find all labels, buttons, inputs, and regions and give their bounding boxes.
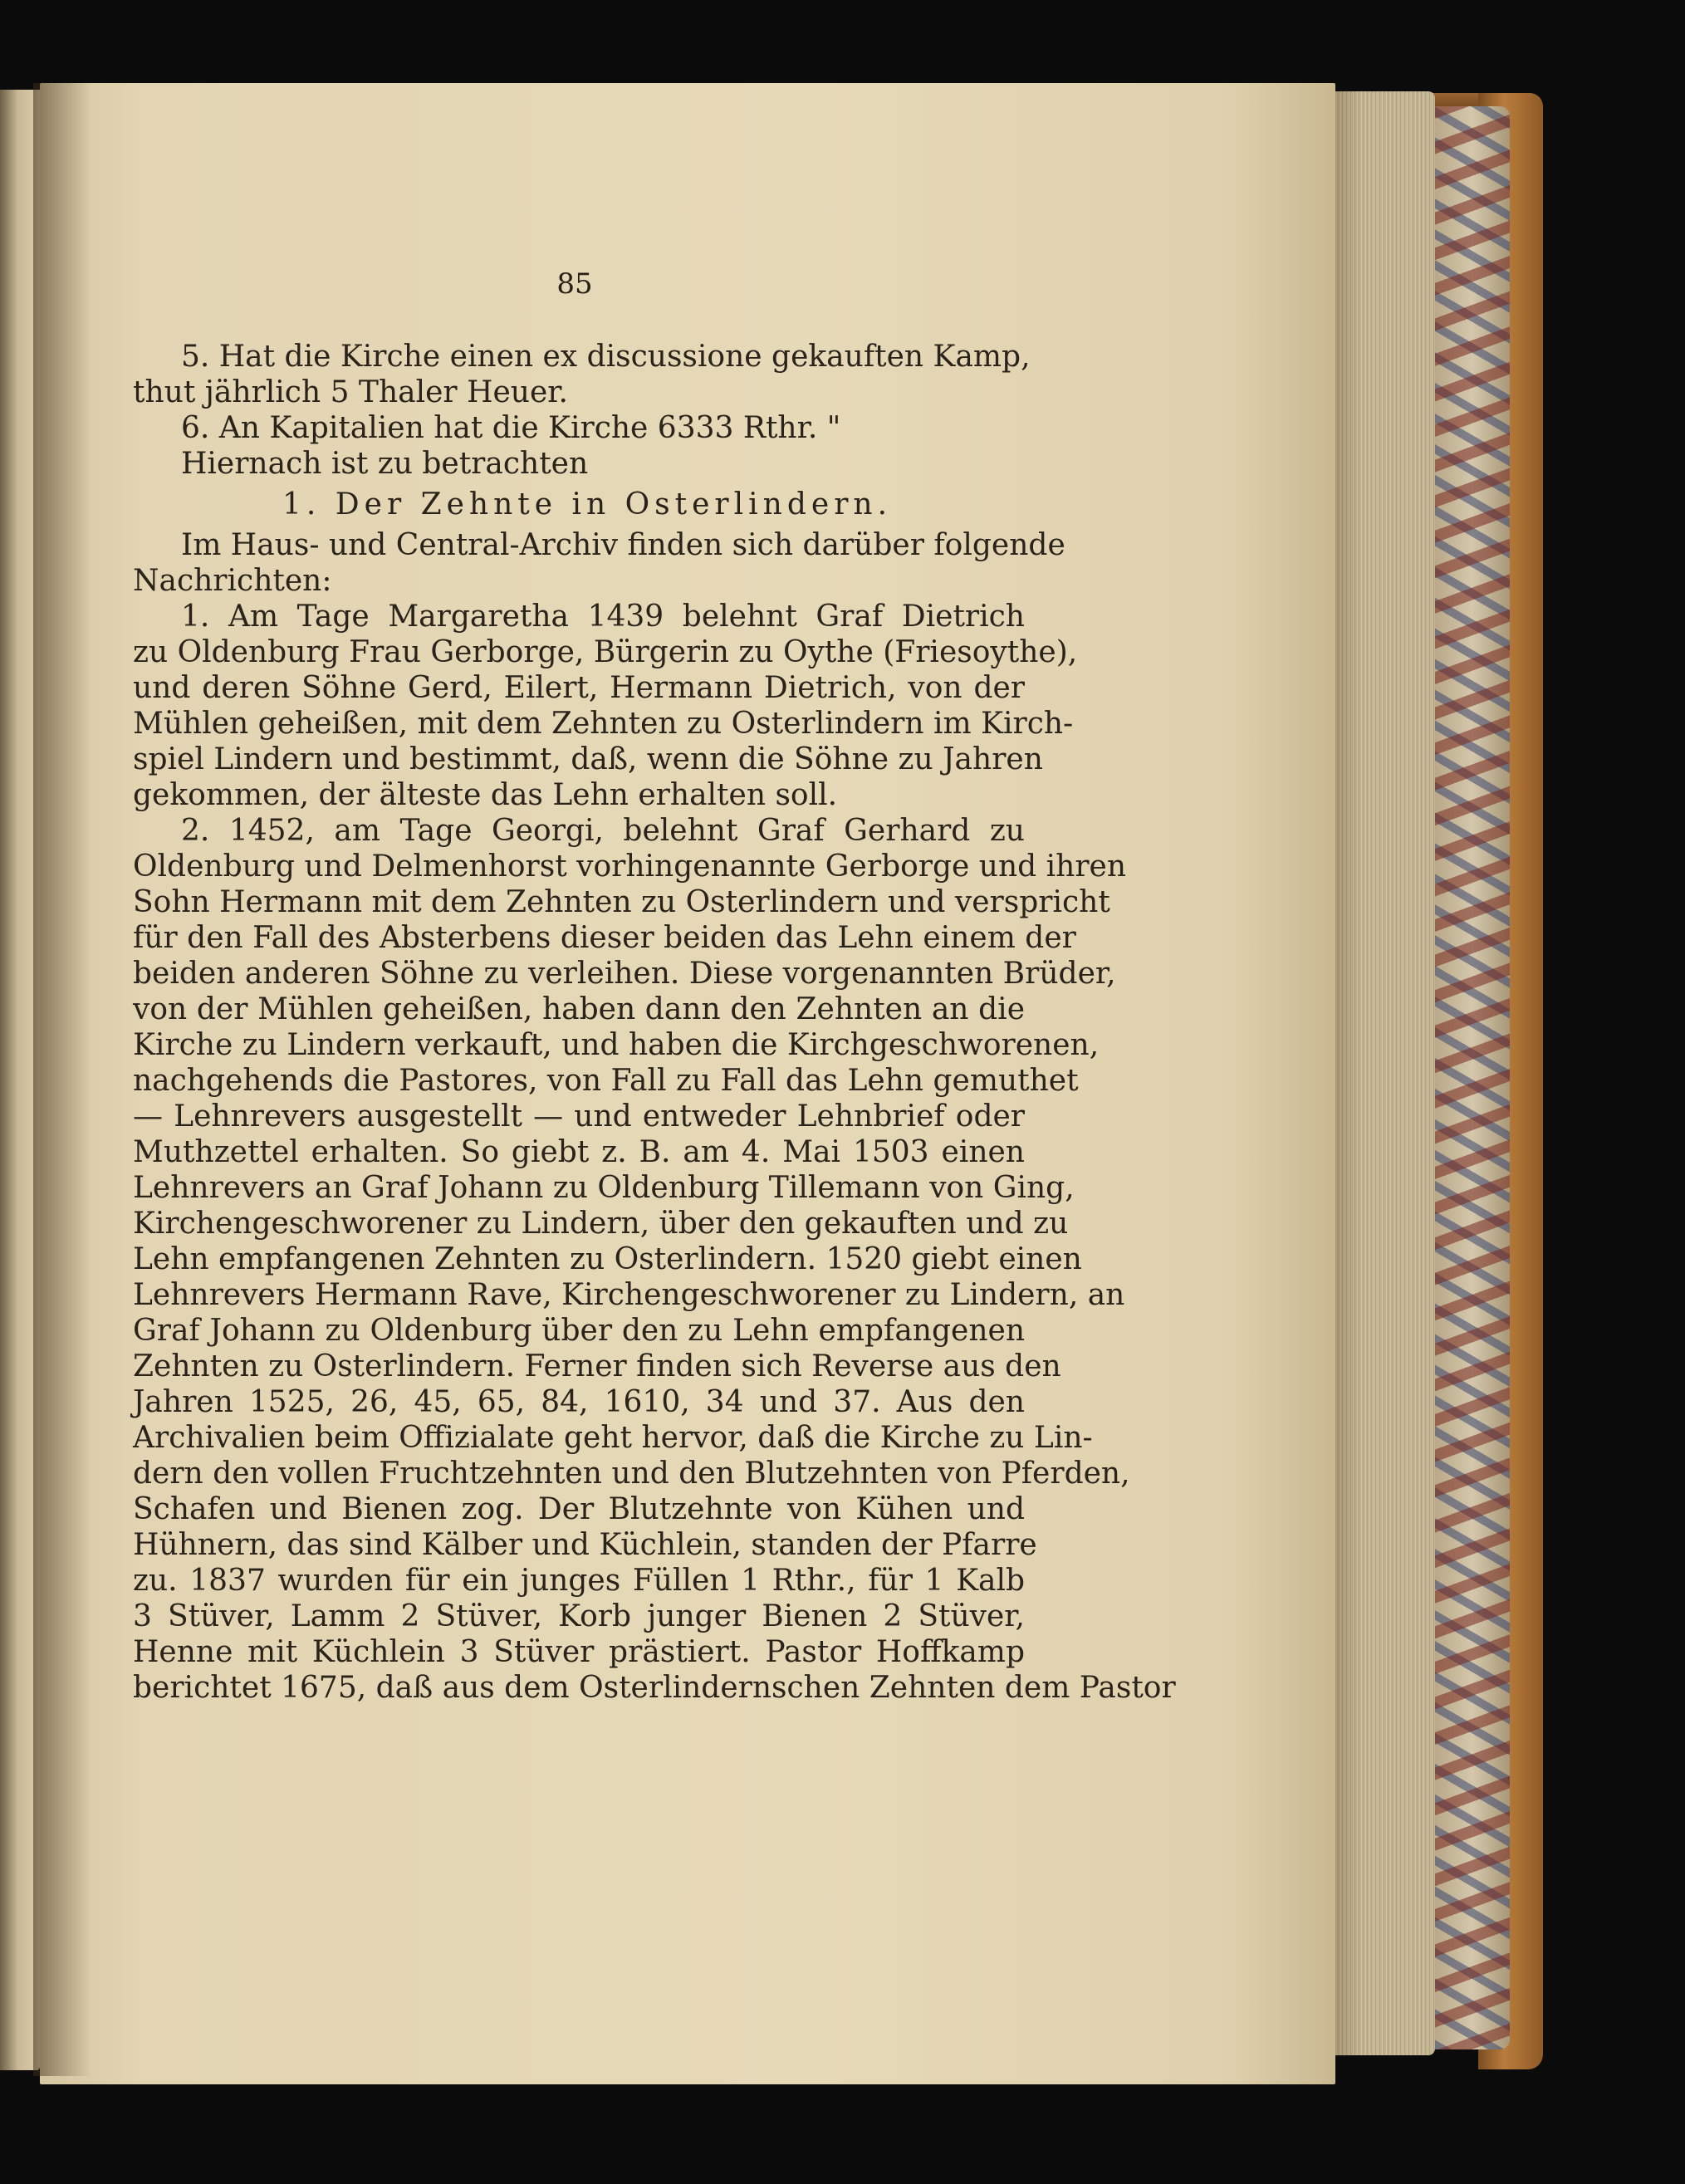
text-line: 3 Stüver, Lamm 2 Stüver, Korb junger Bienen 2 Stüver, xyxy=(133,1599,1025,1633)
text-line: Sohn Hermann mit dem Zehnten zu Osterlindern und verspricht xyxy=(133,885,1110,919)
text-line: Graf Johann zu Oldenburg über den zu Lehn empfangenen xyxy=(133,1314,1025,1348)
text-line: Schafen und Bienen zog. Der Blutzehnte von Kühen und xyxy=(133,1492,1025,1526)
text-line: von der Mühlen geheißen, haben dann den Zehnten an die xyxy=(133,992,1025,1026)
text-line: gekommen, der älteste das Lehn erhalten soll. xyxy=(133,778,838,812)
text-line: Kirche zu Lindern verkauft, und haben die Kirchgeschworenen, xyxy=(133,1028,1100,1062)
text-line: Muthzettel erhalten. So giebt z. B. am 4. Mai 1503 einen xyxy=(133,1135,1025,1169)
text-line: Lehnrevers an Graf Johann zu Oldenburg Tillemann von Ging, xyxy=(133,1171,1075,1205)
text-line: Lehn empfangenen Zehnten zu Osterlindern. 1520 giebt einen xyxy=(133,1242,1082,1276)
text-line: und deren Söhne Gerd, Eilert, Hermann Dietrich, von der xyxy=(133,671,1025,705)
text-line: 2. 1452, am Tage Georgi, belehnt Graf Gerhard zu xyxy=(181,814,1025,848)
text-line: zu Oldenburg Frau Gerborge, Bürgerin zu Oythe (Friesoythe), xyxy=(133,635,1078,669)
text-line: 1. Am Tage Margaretha 1439 belehnt Graf Dietrich xyxy=(181,600,1025,634)
marbled-endpaper xyxy=(1435,106,1510,2049)
text-line: zu. 1837 wurden für ein junges Füllen 1 Rthr., für 1 Kalb xyxy=(133,1564,1025,1598)
text-line: Mühlen geheißen, mit dem Zehnten zu Osterlindern im Kirch- xyxy=(133,707,1074,741)
text-line: 6. An Kapitalien hat die Kirche 6333 Rthr. " xyxy=(181,411,841,445)
text-line: dern den vollen Fruchtzehnten und den Blutzehnten von Pferden, xyxy=(133,1457,1130,1491)
text-line: Henne mit Küchlein 3 Stüver prästiert. Pastor Hoffkamp xyxy=(133,1635,1025,1669)
text-line: spiel Lindern und bestimmt, daß, wenn die Söhne zu Jahren xyxy=(133,742,1043,776)
text-line: thut jährlich 5 Thaler Heuer. xyxy=(133,375,568,409)
text-line: Archivalien beim Offizialate geht hervor, daß die Kirche zu Lin- xyxy=(133,1421,1093,1455)
gutter-shadow xyxy=(33,83,91,2076)
text-line: Jahren 1525, 26, 45, 65, 84, 1610, 34 und 37. Aus den xyxy=(133,1385,1025,1419)
page-text xyxy=(133,339,1176,1706)
text-line: Lehnrevers Hermann Rave, Kirchengeschworener zu Lindern, an xyxy=(133,1278,1125,1312)
text-line: — Lehnrevers ausgestellt — und entweder Lehnbrief oder xyxy=(133,1099,1025,1134)
page-number: 85 xyxy=(556,267,593,301)
section-heading: 1. Der Zehnte in Osterlindern. xyxy=(282,487,893,522)
text-line: Zehnten zu Osterlindern. Ferner finden sich Reverse aus den xyxy=(133,1349,1061,1383)
text-line: berichtet 1675, daß aus dem Osterlindernschen Zehnten dem Pastor xyxy=(133,1671,1176,1705)
text-line: Kirchengeschworener zu Lindern, über den gekauften und zu xyxy=(133,1207,1069,1241)
text-line: Hühnern, das sind Kälber und Küchlein, standen der Pfarre xyxy=(133,1528,1037,1562)
text-line: beiden anderen Söhne zu verleihen. Diese vorgenannten Brüder, xyxy=(133,957,1116,991)
text-line: Im Haus- und Central-Archiv finden sich darüber folgende xyxy=(181,528,1065,562)
text-line: nachgehends die Pastores, von Fall zu Fall das Lehn gemuthet xyxy=(133,1064,1079,1098)
text-line: für den Fall des Absterbens dieser beiden das Lehn einem der xyxy=(133,921,1076,955)
text-line: Oldenburg und Delmenhorst vorhingenannte Gerborge und ihren xyxy=(133,850,1127,884)
text-line: Nachrichten: xyxy=(133,564,332,598)
text-line: Hiernach ist zu betrachten xyxy=(181,447,589,481)
text-line: 5. Hat die Kirche einen ex discussione gekauften Kamp, xyxy=(181,340,1031,374)
